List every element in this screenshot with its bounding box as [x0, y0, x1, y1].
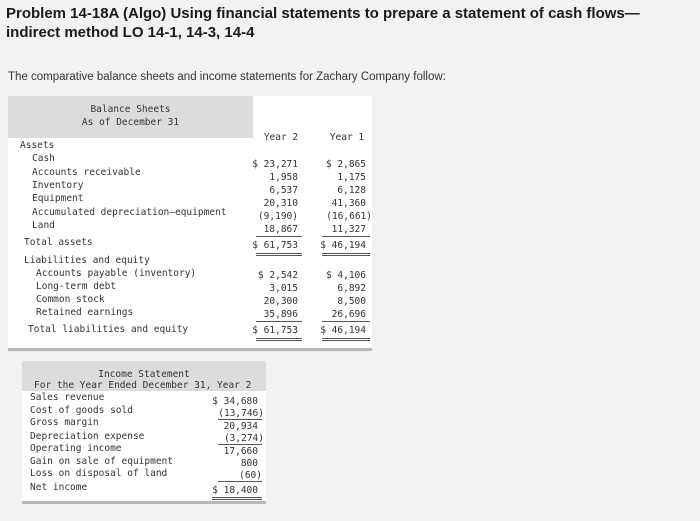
- subtotal-rule: [322, 321, 370, 322]
- cell-y1: 41,360: [331, 198, 366, 209]
- row-label: Cost of goods sold: [30, 405, 133, 416]
- row-label: Gain on sale of equipment: [30, 456, 173, 467]
- cell-value: 20,934: [223, 421, 258, 432]
- col-header-year1: Year 1: [329, 132, 365, 143]
- cell-y2: 35,896: [263, 309, 298, 320]
- subtotal-rule: [322, 236, 370, 237]
- row-label: Common stock: [36, 294, 105, 305]
- cell-y1: 8,500: [337, 296, 366, 307]
- total-double-rule: [322, 338, 370, 341]
- cell-y2: 3,015: [269, 283, 298, 294]
- net-income-value: $ 18,400: [212, 485, 258, 496]
- total-double-rule: [212, 497, 262, 500]
- total-liabilities-y1: $ 46,194: [320, 325, 366, 336]
- cell-value: $ 34,680: [212, 396, 258, 407]
- cell-y1: 26,696: [331, 309, 366, 320]
- problem-intro: The comparative balance sheets and income statements for Zachary Company follow:: [8, 71, 446, 83]
- subtotal-rule: [218, 444, 262, 445]
- total-double-rule: [256, 253, 302, 256]
- row-label: Gross margin: [30, 417, 99, 428]
- total-liabilities-label: Total liabilities and equity: [28, 324, 189, 335]
- cell-y2: 20,300: [263, 296, 298, 307]
- cell-y1: 11,327: [331, 224, 366, 235]
- cell-value: (13,746): [218, 408, 264, 419]
- row-label: Inventory: [32, 180, 84, 191]
- row-label: Accumulated depreciation–equipment: [32, 207, 227, 218]
- cell-value: (3,274): [223, 433, 264, 444]
- subtotal-rule: [218, 481, 262, 482]
- balance-sheet-panel: [8, 96, 372, 348]
- cell-y2: 1,958: [269, 172, 298, 183]
- cell-value: (60): [239, 470, 262, 481]
- problem-title: Problem 14-18A (Algo) Using financial statements to prepare a statement of cash flows—indirect method LO 14-1, 14-3, 14-4: [6, 5, 640, 41]
- total-double-rule: [322, 253, 370, 256]
- cell-y2: (9,190): [257, 211, 298, 222]
- cell-y2: 6,537: [269, 185, 298, 196]
- cell-y1: 6,128: [337, 185, 366, 196]
- cell-y2: $ 2,542: [257, 270, 298, 281]
- cell-y1: 6,892: [337, 283, 366, 294]
- total-assets-label: Total assets: [24, 237, 93, 248]
- income-statement-subtitle: For the Year Ended December 31, Year 2: [34, 380, 252, 391]
- cash-y2: $ 23,271: [252, 159, 298, 170]
- row-label: Loss on disposal of land: [30, 468, 168, 479]
- cell-y1: $ 4,106: [325, 270, 366, 281]
- subtotal-rule: [256, 236, 302, 237]
- cell-value: 17,660: [223, 446, 258, 457]
- row-label: Accounts payable (inventory): [36, 268, 197, 279]
- balance-sheet-subtitle: As of December 31: [81, 117, 180, 128]
- assets-heading: Assets: [20, 140, 55, 151]
- subtotal-rule: [256, 321, 302, 322]
- income-statement-footer-bar: [22, 501, 266, 504]
- col-header-year2: Year 2: [263, 132, 299, 143]
- cell-y1: 1,175: [337, 172, 366, 183]
- cell-y1: (16,661): [326, 211, 372, 222]
- row-label: Accounts receivable: [32, 167, 141, 178]
- cell-value: 800: [240, 458, 258, 469]
- total-assets-y2: $ 61,753: [252, 240, 298, 251]
- total-double-rule: [256, 338, 302, 341]
- row-label: Depreciation expense: [30, 431, 145, 442]
- income-statement-panel: [22, 361, 266, 501]
- cash-y1: $ 2,865: [325, 159, 366, 170]
- subtotal-rule: [218, 419, 262, 420]
- row-label: Land: [32, 220, 55, 231]
- cell-y2: 20,310: [263, 198, 298, 209]
- net-income-label: Net income: [30, 482, 88, 493]
- row-label: Cash: [32, 153, 55, 164]
- row-label: Sales revenue: [30, 392, 105, 403]
- balance-sheet-title: Balance Sheets: [90, 104, 171, 115]
- balance-sheet-footer-bar: [8, 348, 372, 351]
- row-label: Equipment: [32, 193, 84, 204]
- total-assets-y1: $ 46,194: [320, 240, 366, 251]
- row-label: Retained earnings: [36, 307, 134, 318]
- cell-y2: 18,867: [263, 224, 298, 235]
- total-liabilities-y2: $ 61,753: [252, 325, 298, 336]
- liabilities-heading: Liabilities and equity: [24, 255, 150, 266]
- income-statement-title: Income Statement: [98, 369, 190, 380]
- row-label: Operating income: [30, 443, 122, 454]
- row-label: Long-term debt: [36, 281, 117, 292]
